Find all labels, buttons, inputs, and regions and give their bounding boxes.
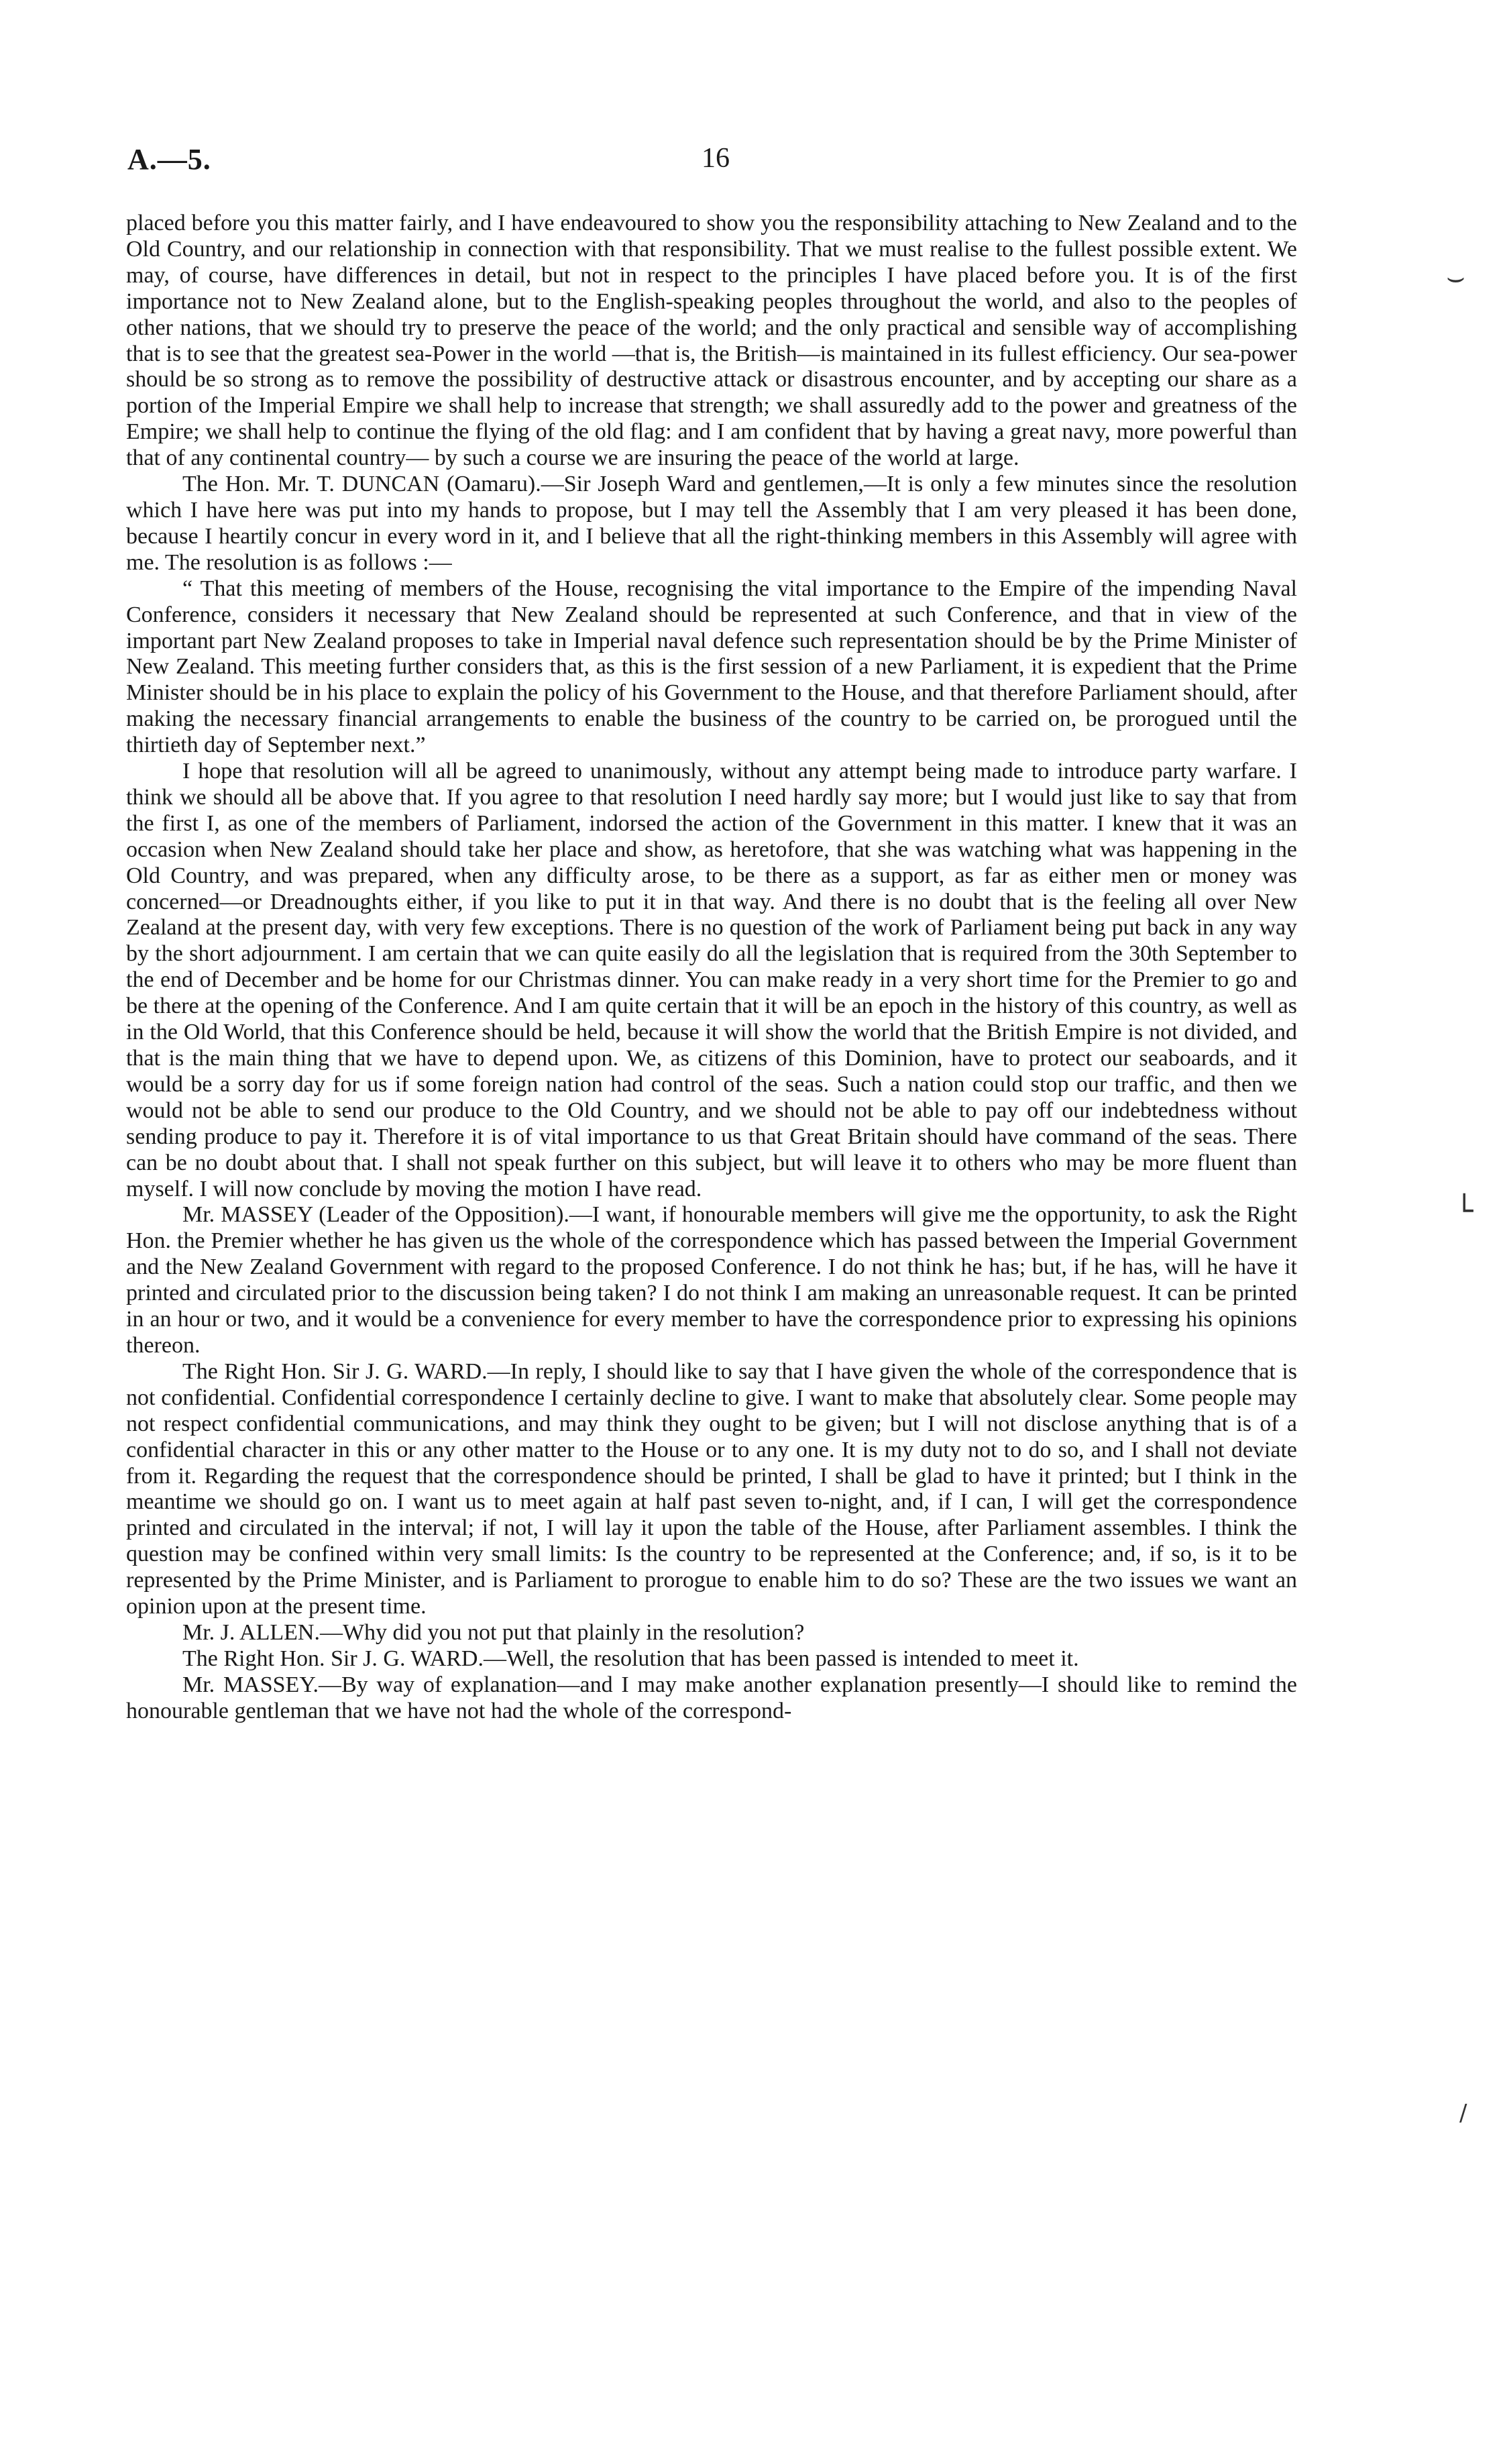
margin-mark: ⌣ bbox=[1446, 260, 1465, 294]
paragraph-allen-question: Mr. J. ALLEN.—Why did you not put that plainly in the resolution? bbox=[182, 1619, 805, 1645]
paragraph-duncan-speech: The Hon. Mr. T. DUNCAN (Oamaru).—Sir Joseph Ward and gentlemen,—It is only a few minutes since the resolution which I have here was put into my hands to propose, but I may tell the Assembly that I am very pleased it has been done, because I heartily concur in every word in it, and I believe that all the right-thinking members in this Assembly will agree with me. The resolution is as follows :— bbox=[126, 472, 1297, 575]
paragraph-duncan-continued: I hope that resolution will all be agreed to unanimously, without any attempt being made to introduce party warfare. I think we should all be above that. If you agree to that resolution I need hardly say more; but I would just like to say that from the first I, as one of the members of Parliament, indorsed the action of the Government in this matter. I knew that it was an occasion when New Zealand should take her place and show, as heretofore, that she was watching what was happening in the Old Country, and was prepared, when any difficulty arose, to be there as a support, as far as either men or money was concerned—or Dreadnoughts either, if you like to put it in that way. And there is no doubt that is the feeling all over New Zealand at the present day, with very few exceptions. There is no question of the work of Parliament being put back in any way by the short adjournment. I am certain that we can quite easily do all the legislation that is required from the 30th September to the end of December and be home for our Christmas dinner. You can make ready in a very short time for the Premier to go and be there at the opening of the Conference. And I am quite certain that it will be an epoch in the history of this country, as well as in the Old World, that this Conference should be held, because it will show the world that the British Empire is not divided, and that is the main thing that we have to depend upon. We, as citizens of this Dominion, have to protect our seaboards, and it would be a sorry day for us if some foreign nation had control of the seas. Such a nation could stop our traffic, and then we would not be able to send our produce to the Old Country, and we should not be able to pay off our indebtedness without sending produce to pay it. Therefore it is of vital importance to us that Great Britain should have command of the seas. There can be no doubt about that. I shall not speak further on this subject, but will leave it to others who may be more fluent than myself. I will now conclude by moving the motion I have read. bbox=[126, 759, 1297, 1201]
page-number: 16 bbox=[702, 143, 730, 174]
paragraph-massey-explanation: Mr. MASSEY.—By way of explanation—and I may make another explanation presently—I should like to remind the honourable gentleman that we have not had the whole of the correspond- bbox=[126, 1672, 1297, 1723]
document-reference: A.—5. bbox=[127, 143, 211, 176]
margin-mark: / bbox=[1459, 2100, 1467, 2127]
paragraph-ward-reply: The Right Hon. Sir J. G. WARD.—In reply, I should like to say that I have given the whole of the correspondence that is not confidential. Confidential correspondence I certainly decline to give. I want to make that absolutely clear. Some people may not respect confidential communications, and may think they ought to be given; but I will not disclose anything that is of a confidential character in this or any other matter to the House or to any one. It is my duty not to do so, and I shall not deviate from it. Regarding the request that the correspondence should be printed, I shall be glad to have it printed; but I think in the meantime we should go on. I want us to meet again at half past seven to-night, and, if I can, I will get the correspondence printed and circulated in the interval; if not, I will lay it upon the table of the House, after Parliament assembles. I think the question may be confined within very small limits: Is the country to be represented at the Conference; and, if so, is it to be represented by the Prime Minister, and is Parliament to prorogue to enable him to do so? These are the two issues we want an opinion upon at the present time. bbox=[126, 1358, 1297, 1619]
margin-mark: └ bbox=[1455, 1194, 1473, 1228]
paragraph-continuation: placed before you this matter fairly, and I have endeavoured to show you the responsibility attaching to New Zealand and to the Old Country, and our relationship in connection with that responsibility. That we must realise to the fullest possible extent. We may, of course, have differences in detail, but not in respect to the principles I have placed before you. It is of the first importance not to New Zealand alone, but to the English-speaking peoples throughout the world, and also to the peoples of other nations, that we should try to preserve the peace of the world; and the only practical and sensible way of accomplishing that is to see that the greatest sea-Power in the world —that is, the British—is maintained in its fullest efficiency. Our sea-power should be so strong as to remove the possibility of destructive attack or disastrous encounter, and by accepting our share as a portion of the Imperial Empire we shall help to increase that strength; we shall assuredly add to the power and greatness of the Empire; we shall help to continue the flying of the old flag: and I am confident that by having a great navy, more powerful than that of any continental country— by such a course we are insuring the peace of the world at large. bbox=[126, 211, 1297, 471]
body-text bbox=[126, 211, 1297, 1725]
paragraph-resolution-quote: “ That this meeting of members of the House, recognising the vital importance to the Empire of the impending Naval Conference, considers it necessary that New Zealand should be represented at such Conference, and that in view of the important part New Zealand proposes to take in Imperial naval defence such representation should be by the Prime Minister of New Zealand. This meeting further considers that, as this is the first session of a new Parliament, it is expedient that the Prime Minister should be in his place to explain the policy of his Government to the House, and that therefore Parliament should, after making the necessary financial arrangements to enable the business of the country to be carried on, be prorogued until the thirtieth day of September next.” bbox=[126, 576, 1297, 758]
paragraph-massey-request: Mr. MASSEY (Leader of the Opposition).—I want, if honourable members will give me the opportunity, to ask the Right Hon. the Premier whether he has given us the whole of the correspondence which has passed between the Imperial Government and the New Zealand Government with regard to the proposed Conference. I do not think he has; but, if he has, will he have it printed and circulated prior to the discussion being taken? I do not think I am making an unreasonable request. It can be printed in an hour or two, and it would be a convenience for every member to have the correspondence prior to expressing his opinions thereon. bbox=[126, 1202, 1297, 1358]
paragraph-ward-answer: The Right Hon. Sir J. G. WARD.—Well, the resolution that has been passed is intended to meet it. bbox=[182, 1646, 1079, 1671]
